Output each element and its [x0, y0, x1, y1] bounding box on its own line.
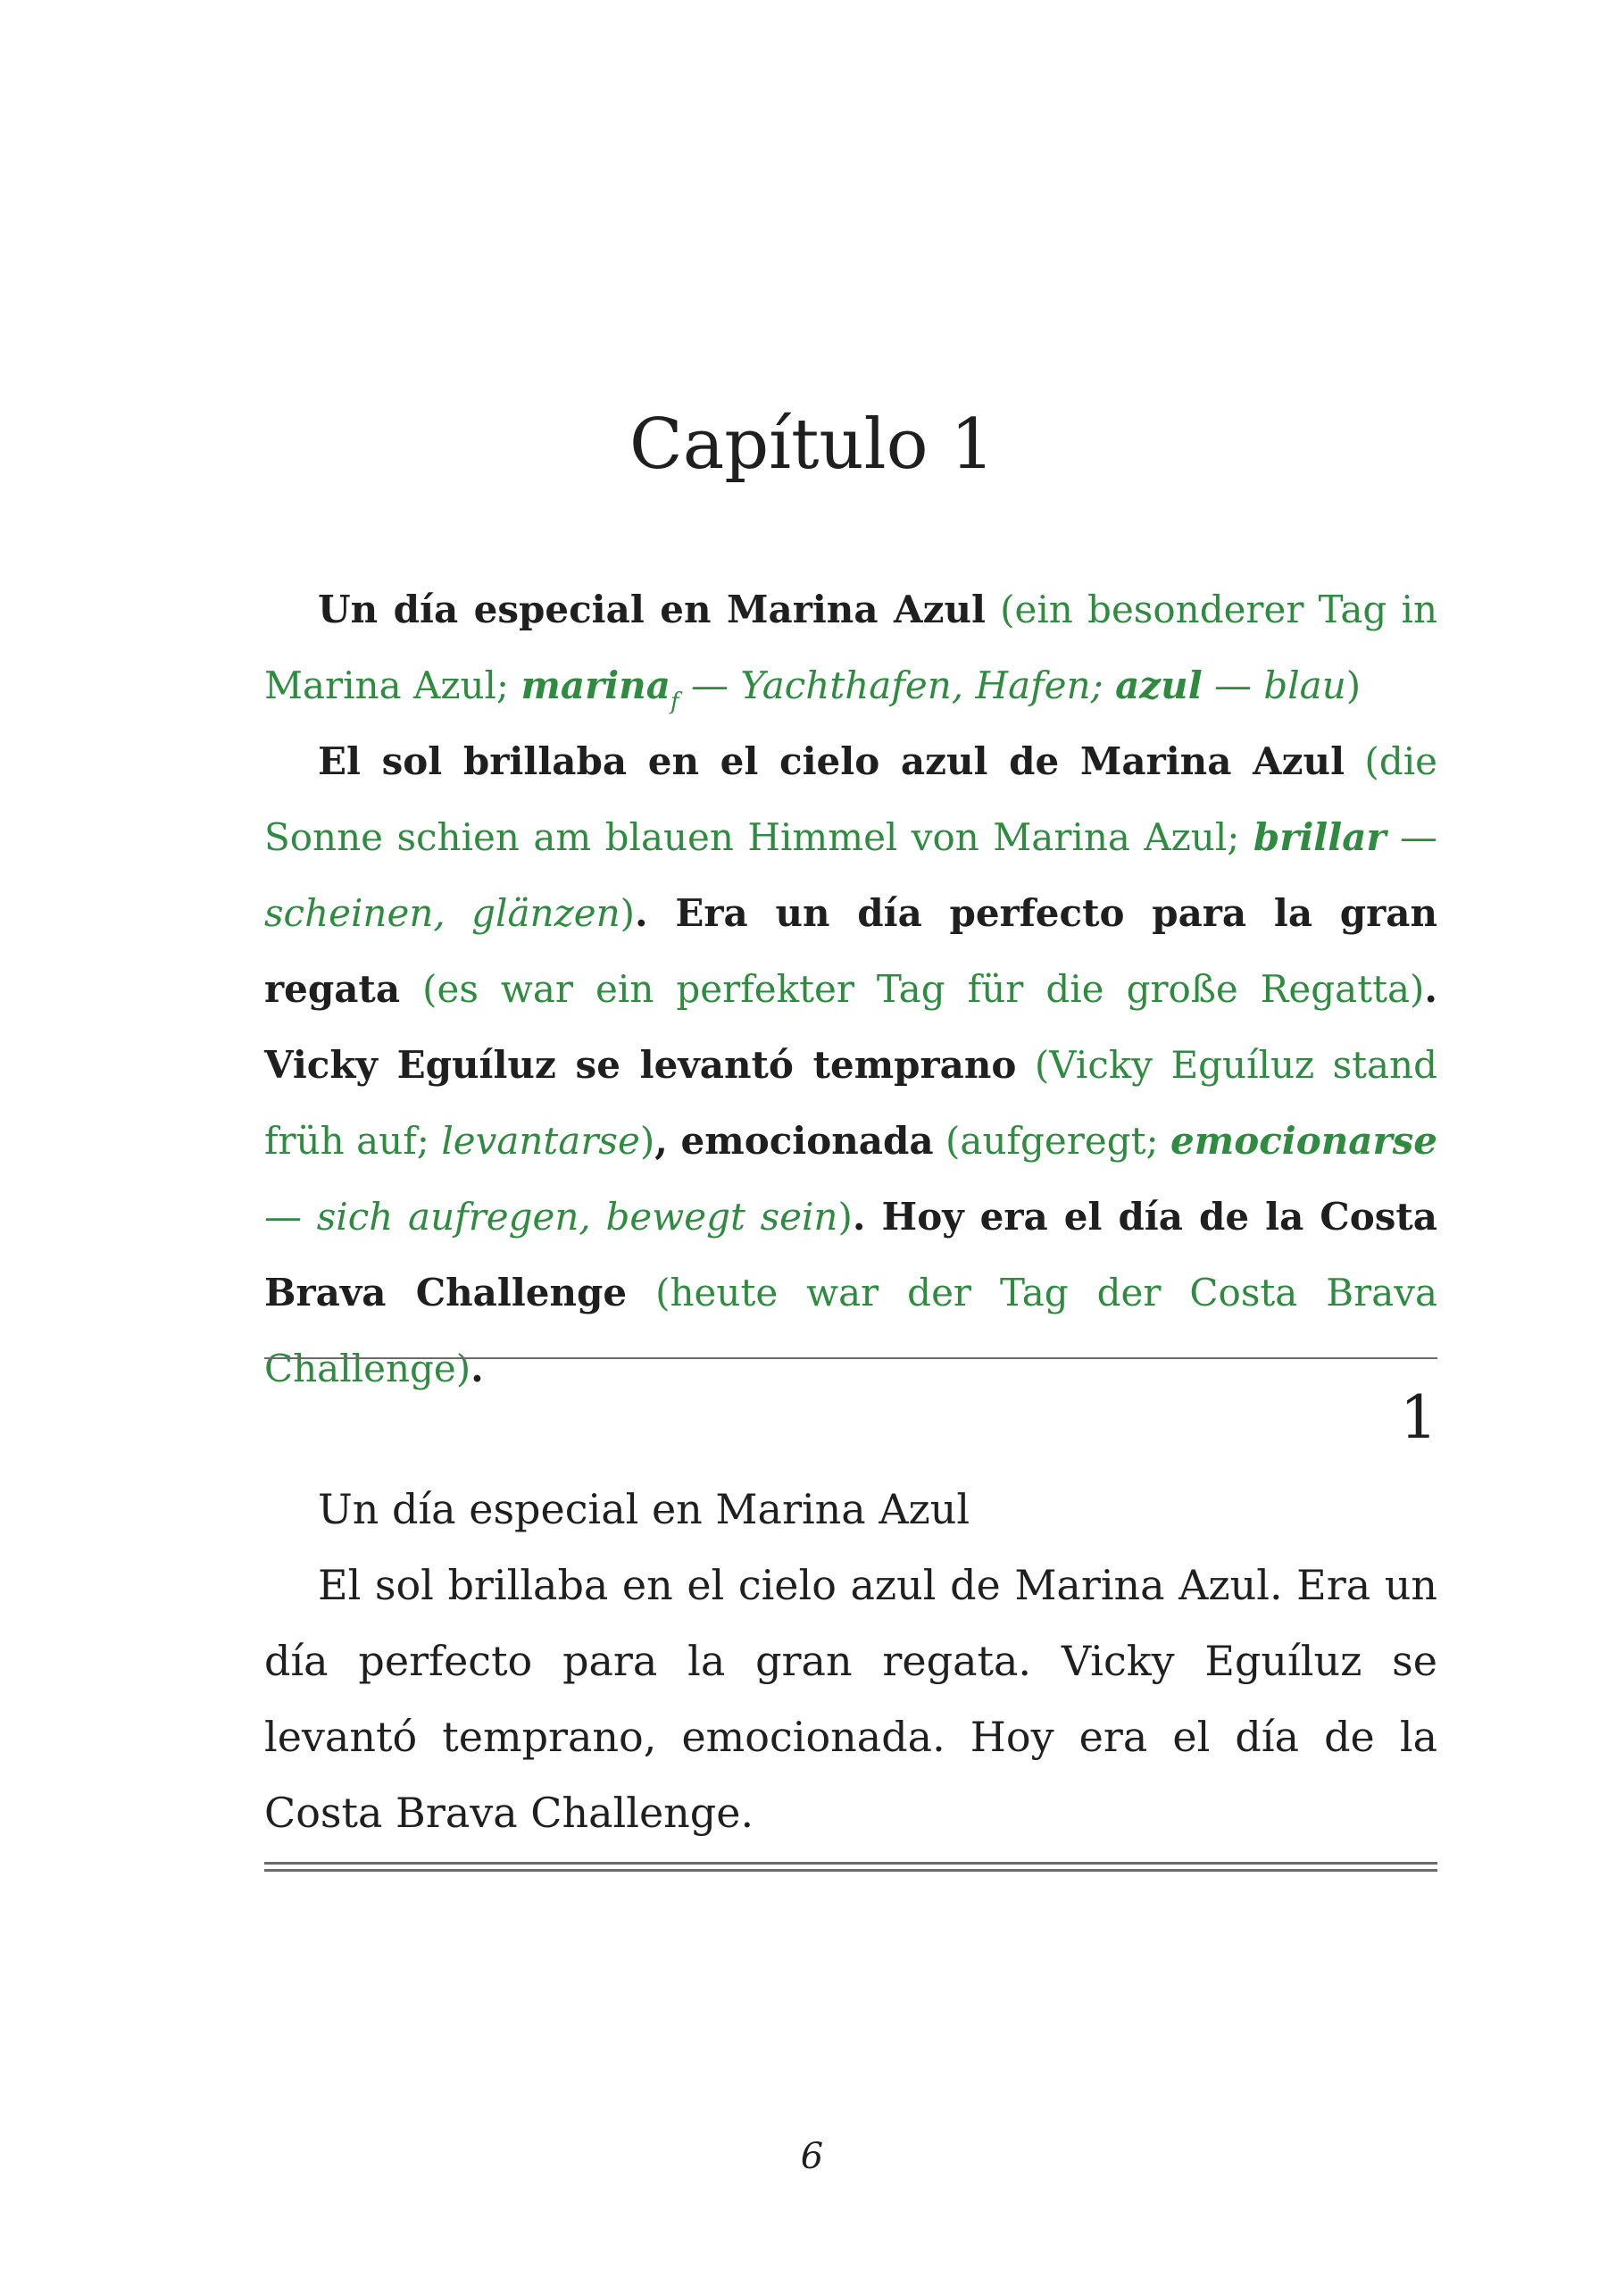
vocab-word: emocionarse — [1170, 1119, 1438, 1163]
spanish-phrase: El sol brillaba en el cielo azul de Marina Azul — [318, 739, 1345, 783]
vocab-word: brillar — [1253, 815, 1387, 859]
annotated-text — [264, 572, 1437, 1406]
vocab-gloss: — scheinen, glänzen — [264, 815, 1437, 935]
plain-text — [264, 1472, 1437, 1851]
gloss-close: ) — [639, 1119, 655, 1163]
annotated-paragraph-2 — [264, 723, 1437, 1406]
gloss-close: ) — [1345, 663, 1362, 707]
vocab-gloss: — sich aufregen, bewegt sein — [264, 1195, 838, 1239]
spanish-phrase: Hoy era el día de la Costa Brava Challenge — [264, 1195, 1438, 1314]
german-gloss: (heute war der Tag der Costa Brava Challenge) — [264, 1271, 1438, 1390]
annotated-paragraph-1 — [264, 572, 1437, 723]
vocab-gloss: — Yachthafen, Hafen; — [679, 663, 1116, 707]
punctuation: . — [471, 1347, 484, 1390]
vocab-word: marina — [521, 663, 670, 707]
gloss-text: (aufgeregt; — [933, 1119, 1171, 1163]
spanish-phrase: emocionada — [680, 1119, 934, 1163]
gloss-close: ) — [837, 1195, 853, 1239]
vocab-gloss: levantarse — [441, 1119, 640, 1163]
spanish-phrase: Era un día perfecto para la gran regata — [264, 891, 1438, 1011]
punctuation: . — [852, 1195, 882, 1239]
spanish-phrase: Vicky Eguíluz se levantó temprano — [264, 1043, 1017, 1087]
plain-paragraph-1: Un día especial en Marina Azul — [318, 1485, 970, 1533]
punctuation: . — [1424, 967, 1437, 1011]
section-divider — [264, 1357, 1437, 1359]
german-gloss: (es war ein perfekter Tag für die große Regatta) — [400, 967, 1425, 1011]
section-end-divider — [264, 1862, 1437, 1872]
chapter-title: Capítulo 1 — [629, 405, 995, 486]
punctuation: . — [635, 891, 676, 935]
gender-marker: f — [670, 688, 679, 715]
vocab-word: azul — [1115, 663, 1203, 707]
gloss-text: (Vicky Eguíluz stand früh auf; — [264, 1043, 1437, 1163]
gloss-text: (die Sonne schien am blauen Himmel von Marina Azul; — [264, 739, 1437, 859]
plain-paragraph-2: El sol brillaba en el cielo azul de Marina Azul. Era un día perfecto para la gran regata. Vicky Eguíluz se levantó temprano, emocionada. Hoy era el día de la Costa Brava Challenge. — [264, 1561, 1437, 1837]
gloss-close: ) — [620, 891, 636, 935]
punctuation: , — [654, 1119, 681, 1163]
vocab-gloss: — blau — [1202, 663, 1346, 707]
page-number: 6 — [800, 2136, 824, 2177]
section-number: 1 — [1400, 1383, 1437, 1452]
gloss-text: (ein besonderer Tag in Marina Azul; — [264, 588, 1438, 707]
spanish-phrase: Un día especial en Marina Azul — [318, 588, 986, 631]
